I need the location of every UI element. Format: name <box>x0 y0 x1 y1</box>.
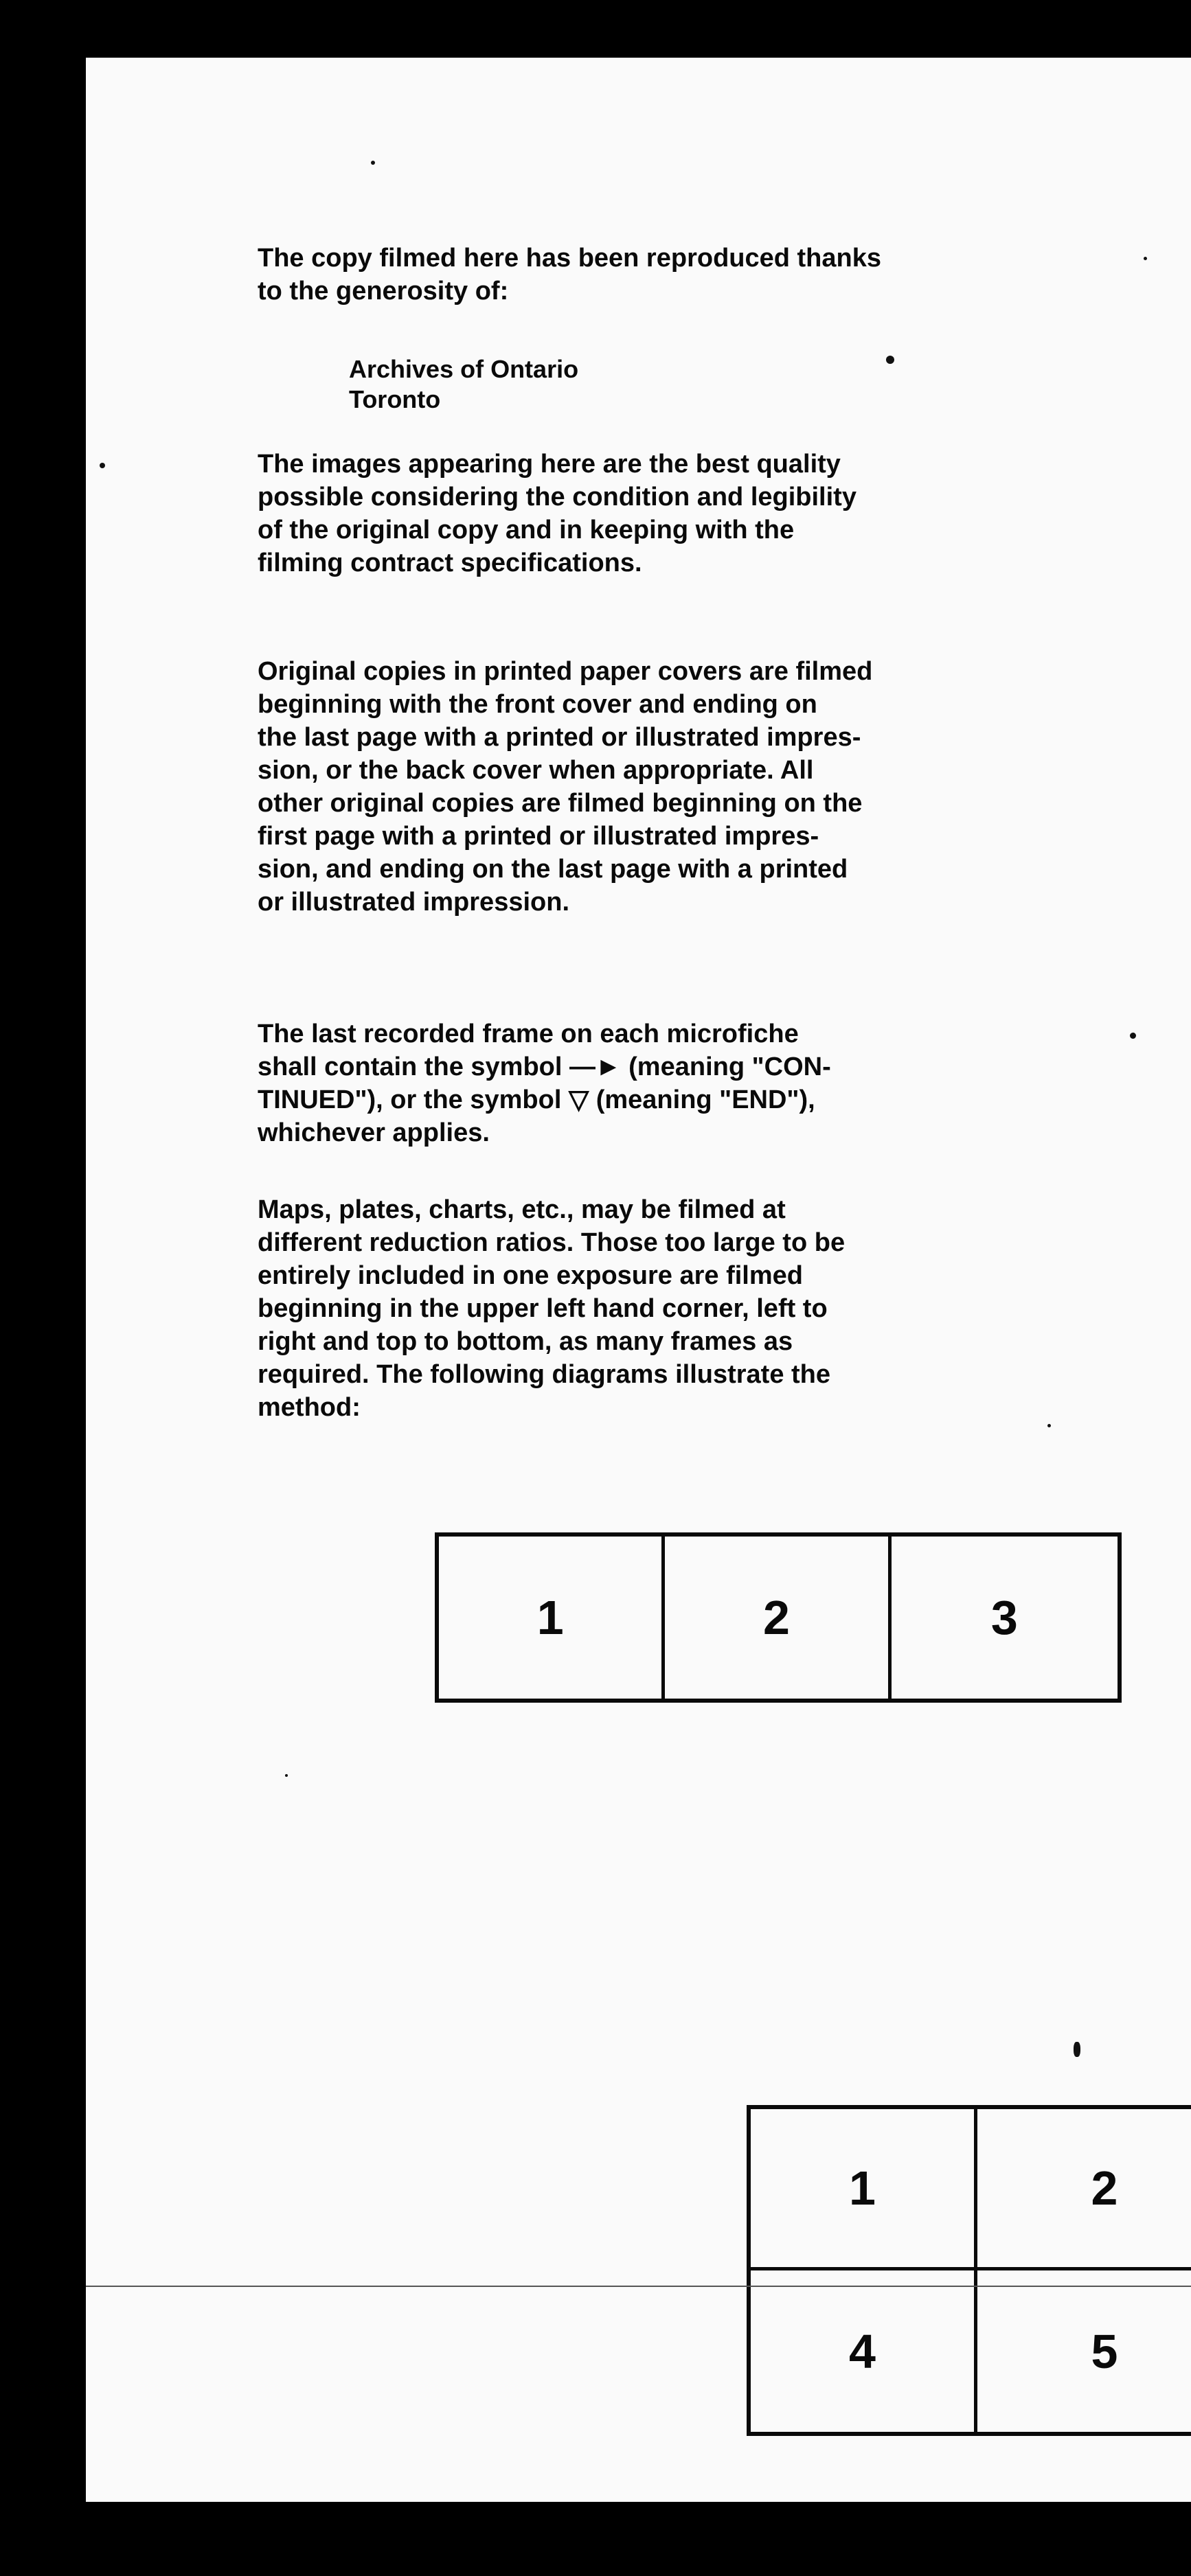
archive-credit: Archives of Ontario Toronto <box>349 355 579 413</box>
microfiche-page <box>86 58 1191 2502</box>
original-copies-paragraph: Original copies in printed paper covers are filmed beginning with the front cover and ending on the last page with a printed or illustrated impres- sion, or the back cover when appropriate. All other original copies are filmed beginning on the first page with a printed or illustrated impres- sion, and ending on the last page with a printed or illustrated impression. <box>258 657 873 917</box>
dust-speck <box>1074 2042 1080 2057</box>
microfiche-symbol-paragraph: The last recorded frame on each microfiche shall contain the symbol —► (meaning "CON- TINUED"), or the symbol ▽ (meaning "END"), whichever applies. <box>258 1020 831 1147</box>
quality-paragraph: The images appearing here are the best quality possible considering the condition and legibility of the original copy and in keeping with the filming contract specifications. <box>258 450 857 577</box>
dust-speck <box>100 463 105 468</box>
dust-speck <box>371 161 375 165</box>
diagram-grid-frames <box>747 2105 1191 2436</box>
maps-method-paragraph: Maps, plates, charts, etc., may be filmed at different reduction ratios. Those too large to be entirely included in one exposure are filmed beginning in the upper left hand corner, left to right and top to bottom, as many frames as required. The following diagrams illustrate the method: <box>258 1195 846 1422</box>
dust-speck <box>886 356 894 364</box>
frame-cell: 1 <box>439 1537 665 1699</box>
intro-text: The copy filmed here has been reproduced thanks to the generosity of: <box>258 244 882 306</box>
dust-speck <box>1144 257 1147 260</box>
dust-speck <box>285 1774 288 1777</box>
scan-line <box>86 2286 1191 2287</box>
frame-cell: 2 <box>977 2109 1191 2270</box>
frame-cell: 4 <box>751 2270 977 2432</box>
dust-speck <box>1047 1424 1051 1427</box>
frame-cell: 5 <box>1091 2324 1118 2378</box>
dust-speck <box>1130 1033 1136 1039</box>
frame-cell: 2 <box>665 1537 891 1699</box>
diagram-three-frames <box>435 1532 1122 1703</box>
frame-cell: 1 <box>751 2109 977 2270</box>
frame-cell: 3 <box>990 1591 1018 1644</box>
